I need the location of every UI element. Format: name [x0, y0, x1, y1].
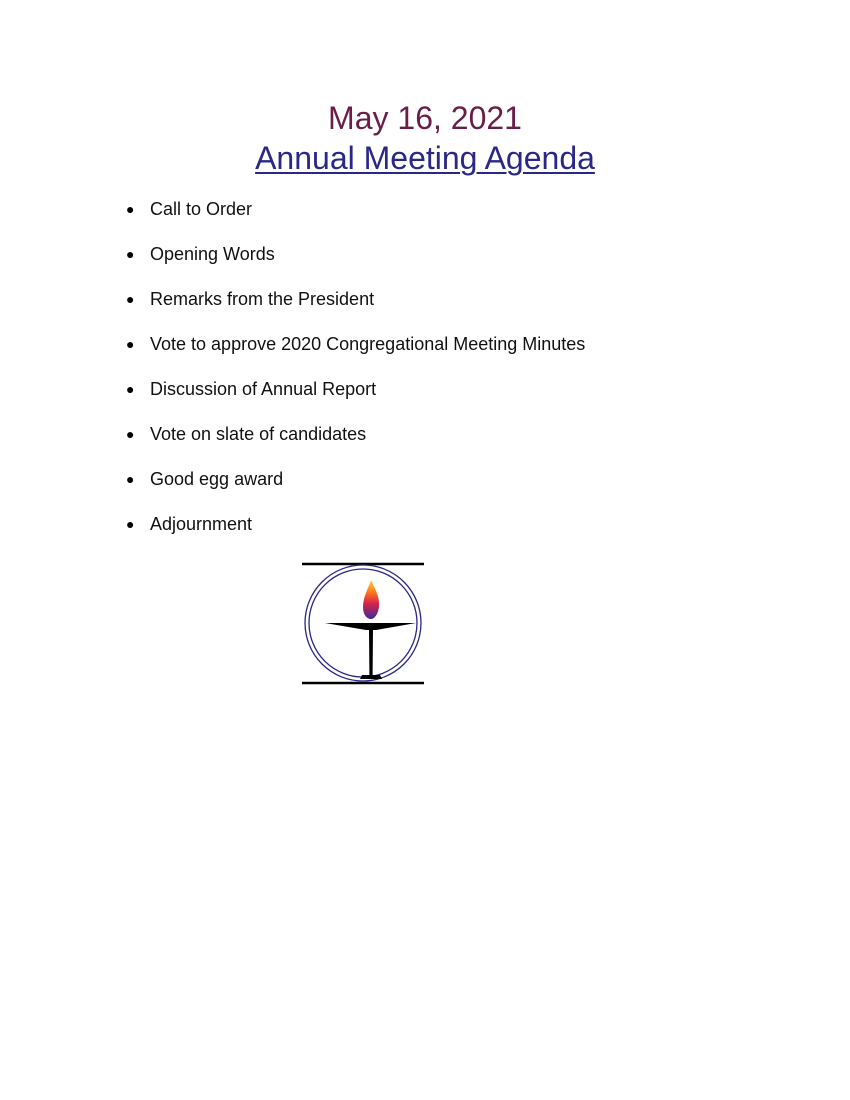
agenda-item-text: Discussion of Annual Report — [150, 379, 377, 399]
agenda-item-text: Call to Order — [150, 199, 253, 219]
agenda-item-text: Good egg award — [150, 469, 284, 489]
bullet-icon: ● — [126, 201, 135, 217]
agenda-title-text: Annual Meeting Agenda — [255, 140, 595, 176]
agenda-item-text: Vote on slate of candidates — [150, 424, 367, 444]
agenda-item-text: Vote to approve 2020 Congregational Meeting Minutes — [150, 334, 586, 354]
agenda-item-text: Opening Words — [150, 244, 275, 264]
bullet-icon: ● — [126, 471, 135, 487]
bullet-icon: ● — [126, 291, 135, 307]
flaming-chalice-icon — [300, 561, 426, 687]
agenda-item-text: Adjournment — [150, 514, 253, 534]
agenda-item-text: Remarks from the President — [150, 289, 375, 309]
bullet-icon: ● — [126, 336, 135, 352]
meeting-date: May 16, 2021 — [328, 100, 522, 136]
bullet-icon: ● — [126, 426, 135, 442]
bullet-icon: ● — [126, 516, 135, 532]
bullet-icon: ● — [126, 381, 135, 397]
agenda-title — [0, 138, 850, 178]
bullet-icon: ● — [126, 246, 135, 262]
